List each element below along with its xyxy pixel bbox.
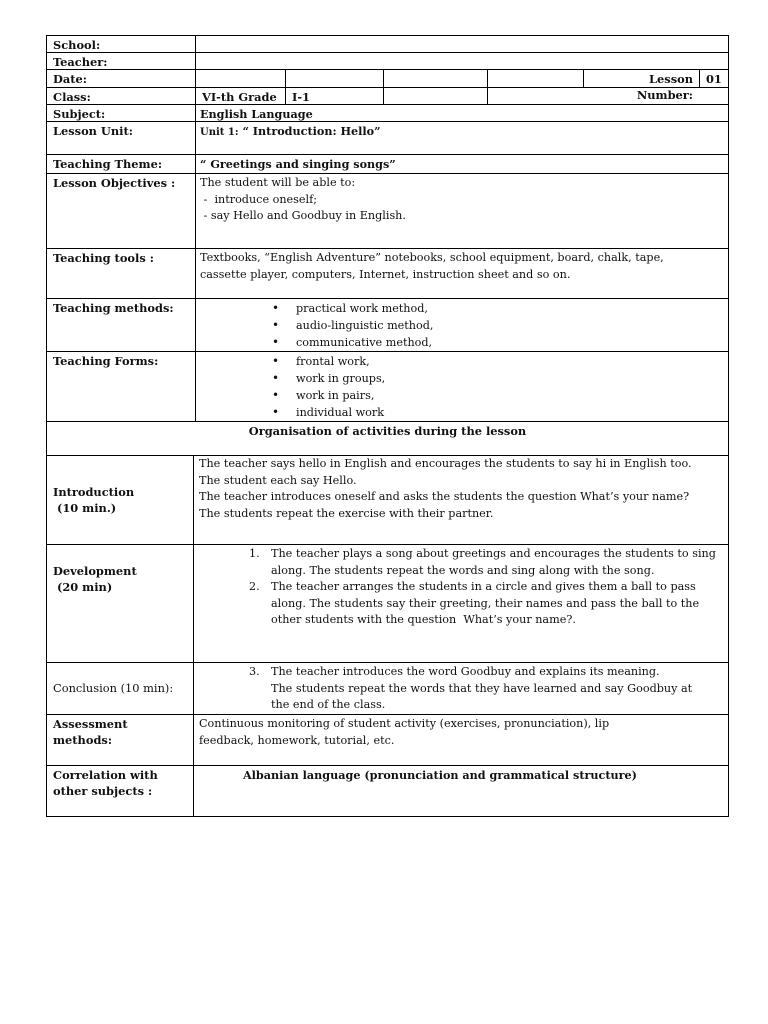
lesson-unit-prefix: Unit 1:	[200, 127, 239, 138]
value-teaching-methods	[200, 300, 724, 351]
introduction-line: The teacher says hello in English and encourages the students to say hi in English too.	[199, 457, 692, 470]
date-cell-4	[488, 70, 584, 87]
label-date: Date:	[47, 70, 196, 87]
value-lesson-number: 01	[706, 72, 722, 86]
method-item: • audio-linguistic method,	[200, 317, 724, 334]
assessment-line: feedback, homework, tutorial, etc.	[199, 733, 395, 747]
introduction-line: The teacher introduces oneself and asks the students the question What’s your name?	[199, 490, 690, 503]
row-correlation	[46, 766, 729, 817]
objective-line: - introduce oneself;	[200, 192, 318, 206]
label-teaching-methods: Teaching methods:	[47, 299, 196, 351]
label-teaching-tools: Teaching tools :	[47, 249, 196, 298]
step-number: 3.	[249, 665, 260, 678]
development-duration: (20 min)	[53, 580, 113, 594]
value-correlation	[199, 767, 724, 784]
label-subject: Subject:	[47, 105, 196, 121]
row-development	[46, 545, 729, 663]
label-teaching-theme: Teaching Theme:	[47, 155, 196, 173]
row-lesson-objectives	[46, 174, 729, 249]
introduction-line: The students repeat the exercise with their partner.	[199, 506, 494, 520]
row-lesson-unit	[46, 122, 729, 155]
label-development	[47, 545, 194, 662]
date-cell-3	[384, 70, 488, 87]
row-class	[46, 88, 729, 105]
value-lesson-unit	[200, 123, 724, 142]
form-item: • frontal work,	[200, 353, 724, 370]
value-section: I-1	[286, 88, 384, 104]
form-item: • work in pairs,	[200, 387, 724, 404]
value-subject: English Language	[200, 107, 313, 121]
correlation-text: Albanian language (pronunciation and grammatical structure)	[243, 768, 637, 782]
value-conclusion	[199, 664, 724, 714]
method-item: • communicative method,	[200, 334, 724, 351]
development-step	[199, 579, 724, 629]
row-organisation	[46, 422, 729, 456]
correlation-title: Correlation with	[53, 768, 158, 782]
objective-line: - say Hello and Goodbuy in English.	[200, 209, 406, 222]
lesson-plan-table	[46, 35, 729, 817]
label-lesson-number: Lesson Number:	[584, 70, 700, 87]
development-step	[199, 546, 724, 579]
step-line: the end of the class.	[271, 698, 386, 711]
row-assessment	[46, 715, 729, 766]
tools-line: cassette player, computers, Internet, instruction sheet and so on.	[200, 267, 571, 281]
label-correlation	[47, 766, 194, 816]
introduction-line: The student each say Hello.	[199, 473, 357, 487]
step-line: other students with the question What’s your name?.	[271, 613, 576, 626]
development-title: Development	[53, 564, 137, 578]
method-item: • practical work method,	[200, 300, 724, 317]
value-grade: VI-th Grade	[196, 88, 286, 104]
label-class: Class:	[47, 88, 196, 104]
value-lesson-objectives	[200, 175, 724, 225]
form-item: • work in groups,	[200, 370, 724, 387]
introduction-title: Introduction	[53, 484, 135, 499]
step-number: 1.	[249, 547, 260, 560]
step-line: The teacher plays a song about greetings and encourages the students to sing	[271, 547, 716, 560]
label-teacher: Teacher:	[47, 53, 196, 69]
form-item: • individual work	[200, 404, 724, 421]
objective-line: The student will be able to:	[200, 176, 356, 189]
step-line: along. The students say their greeting, their names and pass the ball to the	[271, 596, 700, 610]
label-teaching-forms: Teaching Forms:	[47, 352, 196, 421]
class-cell-3	[384, 88, 488, 104]
step-line: along. The students repeat the words and sing along with the song.	[271, 563, 655, 577]
row-teaching-methods	[46, 299, 729, 352]
value-assessment	[199, 716, 724, 749]
row-teaching-tools	[46, 249, 729, 299]
step-line: The students repeat the words that they have learned and say Goodbuy at	[271, 681, 693, 695]
step-number: 2.	[249, 580, 260, 593]
step-line: The teacher arranges the students in a circle and gives them a ball to pass	[271, 580, 696, 593]
value-introduction	[199, 456, 724, 522]
row-introduction	[46, 456, 729, 545]
tools-line: Textbooks, “English Adventure” notebooks, school equipment, board, chalk, tape,	[200, 251, 664, 264]
value-teaching-forms	[200, 353, 724, 421]
assessment-title: Assessment	[53, 717, 128, 731]
label-lesson-objectives: Lesson Objectives :	[47, 174, 196, 248]
conclusion-step	[199, 664, 724, 714]
label-assessment	[47, 715, 194, 765]
step-line: The teacher introduces the word Goodbuy and explains its meaning.	[271, 665, 660, 678]
date-cell-2	[286, 70, 384, 87]
row-teaching-forms	[46, 352, 729, 422]
label-lesson-unit: Lesson Unit:	[47, 122, 196, 154]
organisation-title: Organisation of activities during the lesson	[248, 424, 527, 438]
row-subject	[46, 105, 729, 122]
label-school: School:	[47, 36, 196, 52]
assessment-subtitle: methods:	[53, 733, 113, 747]
value-teaching-tools	[200, 250, 724, 283]
date-cell-1	[196, 70, 286, 87]
row-conclusion	[46, 663, 729, 715]
correlation-subtitle: other subjects :	[53, 784, 153, 798]
row-teaching-theme	[46, 155, 729, 174]
row-teacher	[46, 53, 729, 70]
assessment-line: Continuous monitoring of student activity (exercises, pronunciation), lip	[199, 717, 610, 730]
row-school	[46, 35, 729, 53]
label-conclusion: Conclusion (10 min):	[47, 663, 194, 714]
introduction-duration: (10 min.)	[53, 500, 117, 515]
lesson-unit-title: “ Introduction: Hello”	[242, 124, 381, 138]
value-teaching-theme: “ Greetings and singing songs”	[200, 157, 396, 171]
label-introduction	[47, 456, 194, 544]
value-development	[199, 546, 724, 629]
